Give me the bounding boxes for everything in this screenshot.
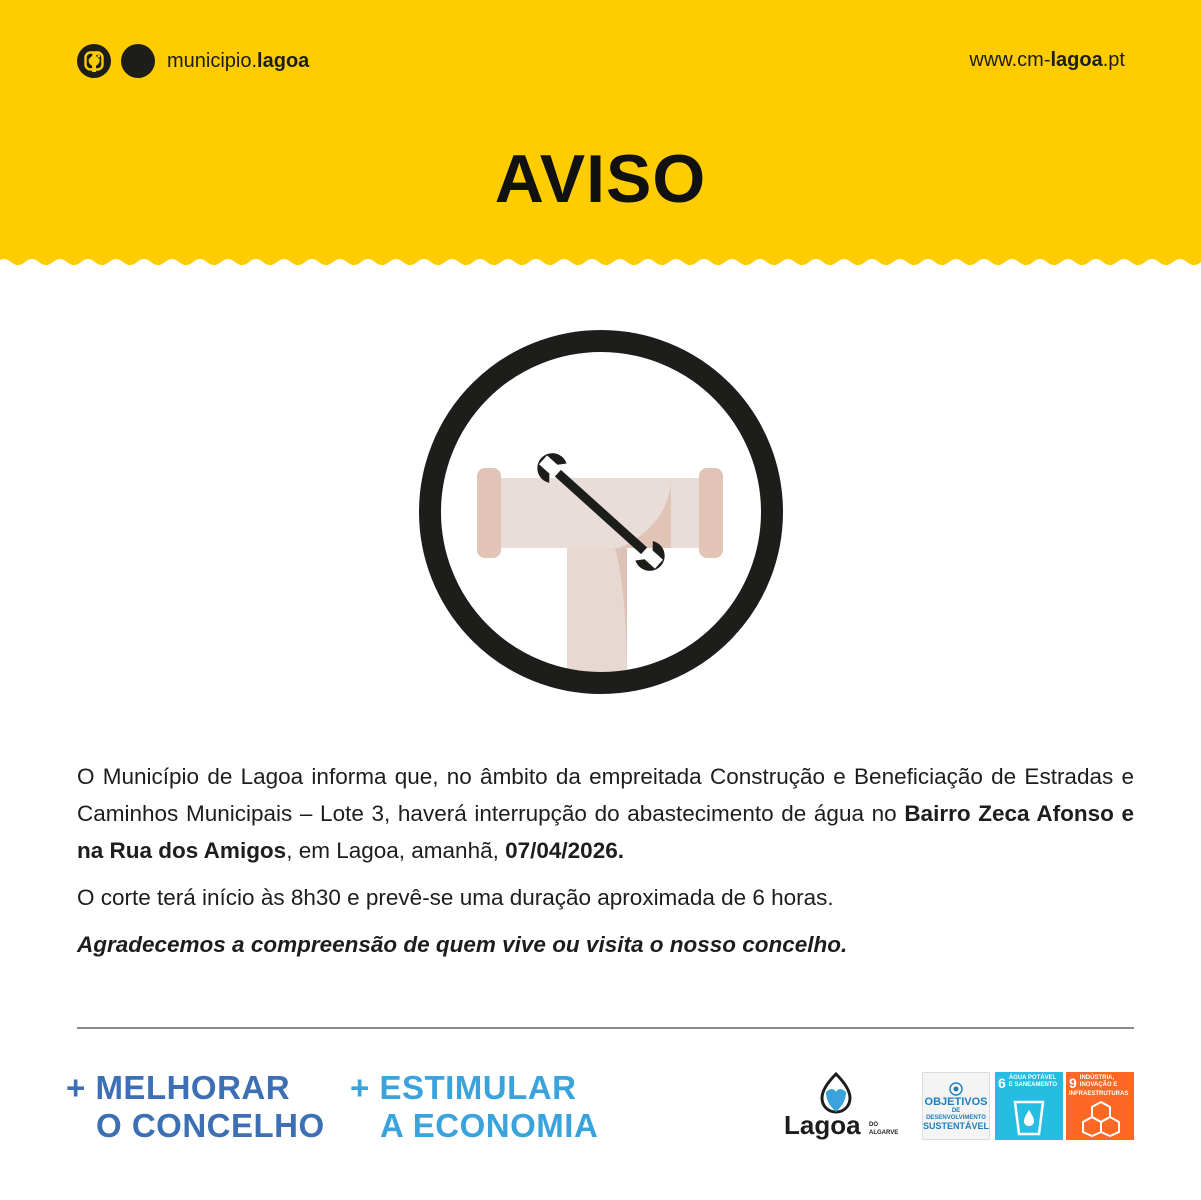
social-links [77, 44, 309, 78]
slogan-economy-line1: + ESTIMULAR [350, 1069, 577, 1106]
logo-wordmark: Lagoa [784, 1110, 861, 1140]
social-handle-bold: lagoa [257, 49, 310, 72]
logo-sub-algarve: ALGARVE [869, 1130, 899, 1136]
sdg-6-label: ÁGUA POTÁVEL E SANEAMENTO [1008, 1075, 1058, 1088]
instagram-icon[interactable] [121, 44, 155, 78]
lagoa-logo [782, 1072, 899, 1140]
page-title: AVISO [494, 141, 707, 217]
header-banner [0, 0, 1201, 275]
logo-sub-do: DO [869, 1122, 878, 1128]
sdg-9-badge [1066, 1072, 1134, 1140]
social-handle-prefix: municipio. [167, 49, 258, 72]
notice-date: 07/04/2026. [505, 838, 624, 863]
sdg-9-number: 9 [1069, 1075, 1077, 1091]
notice-thanks: Agradecemos a compreensão de quem vive ou visita o nosso concelho. [77, 932, 848, 957]
slogan-economy [350, 1069, 598, 1145]
notice-text: O Município de Lagoa informa que, no âmbito da empreitada Construção e Beneficiação de Estradas e Caminhos Municipais – Lote 3, haverá interrupção do abastecimento de água no [77, 764, 1134, 826]
website-link[interactable] [969, 49, 1125, 72]
notice-paragraph-2: O corte terá início às 8h30 e prevê-se uma duração aproximada de 6 horas. [77, 885, 834, 910]
sdg-6-badge [995, 1072, 1063, 1140]
cubes-icon [1083, 1100, 1119, 1136]
slogan-improve [66, 1069, 325, 1145]
sdg-main-line3: SUSTENTÁVEL [923, 1120, 990, 1131]
sdg-main-badge [922, 1072, 990, 1140]
notice-text-cont: , em Lagoa, amanhã, [286, 838, 506, 863]
notice-paragraph-1 [77, 758, 1134, 869]
water-glass-icon [1012, 1100, 1046, 1136]
un-emblem-icon [949, 1082, 963, 1096]
footer-divider [77, 1027, 1134, 1029]
website-prefix: www.cm- [969, 49, 1051, 71]
sdg-6-number: 6 [998, 1075, 1006, 1091]
notice-location: Bairro Zeca Afonso e na Rua dos Amigos [77, 801, 1134, 863]
sdg-9-label: INDÚSTRIA, INOVAÇÃO E INFRAESTRUTURAS [1069, 1075, 1129, 1097]
social-handle[interactable] [167, 50, 309, 73]
slogan-improve-line2: O CONCELHO [96, 1107, 325, 1144]
website-bold: lagoa [1050, 49, 1103, 71]
website-suffix: .pt [1102, 49, 1125, 71]
slogan-economy-line2: A ECONOMIA [380, 1107, 599, 1144]
notice-body [77, 758, 1134, 963]
slogan-improve-line1: + MELHORAR [66, 1069, 291, 1106]
sdg-main-line2: DE DESENVOLVIMENTO [926, 1107, 986, 1121]
sdg-main-line1: OBJETIVOS [924, 1095, 988, 1108]
pipe-wrench-icon [409, 320, 793, 704]
banner-background [0, 0, 1201, 275]
